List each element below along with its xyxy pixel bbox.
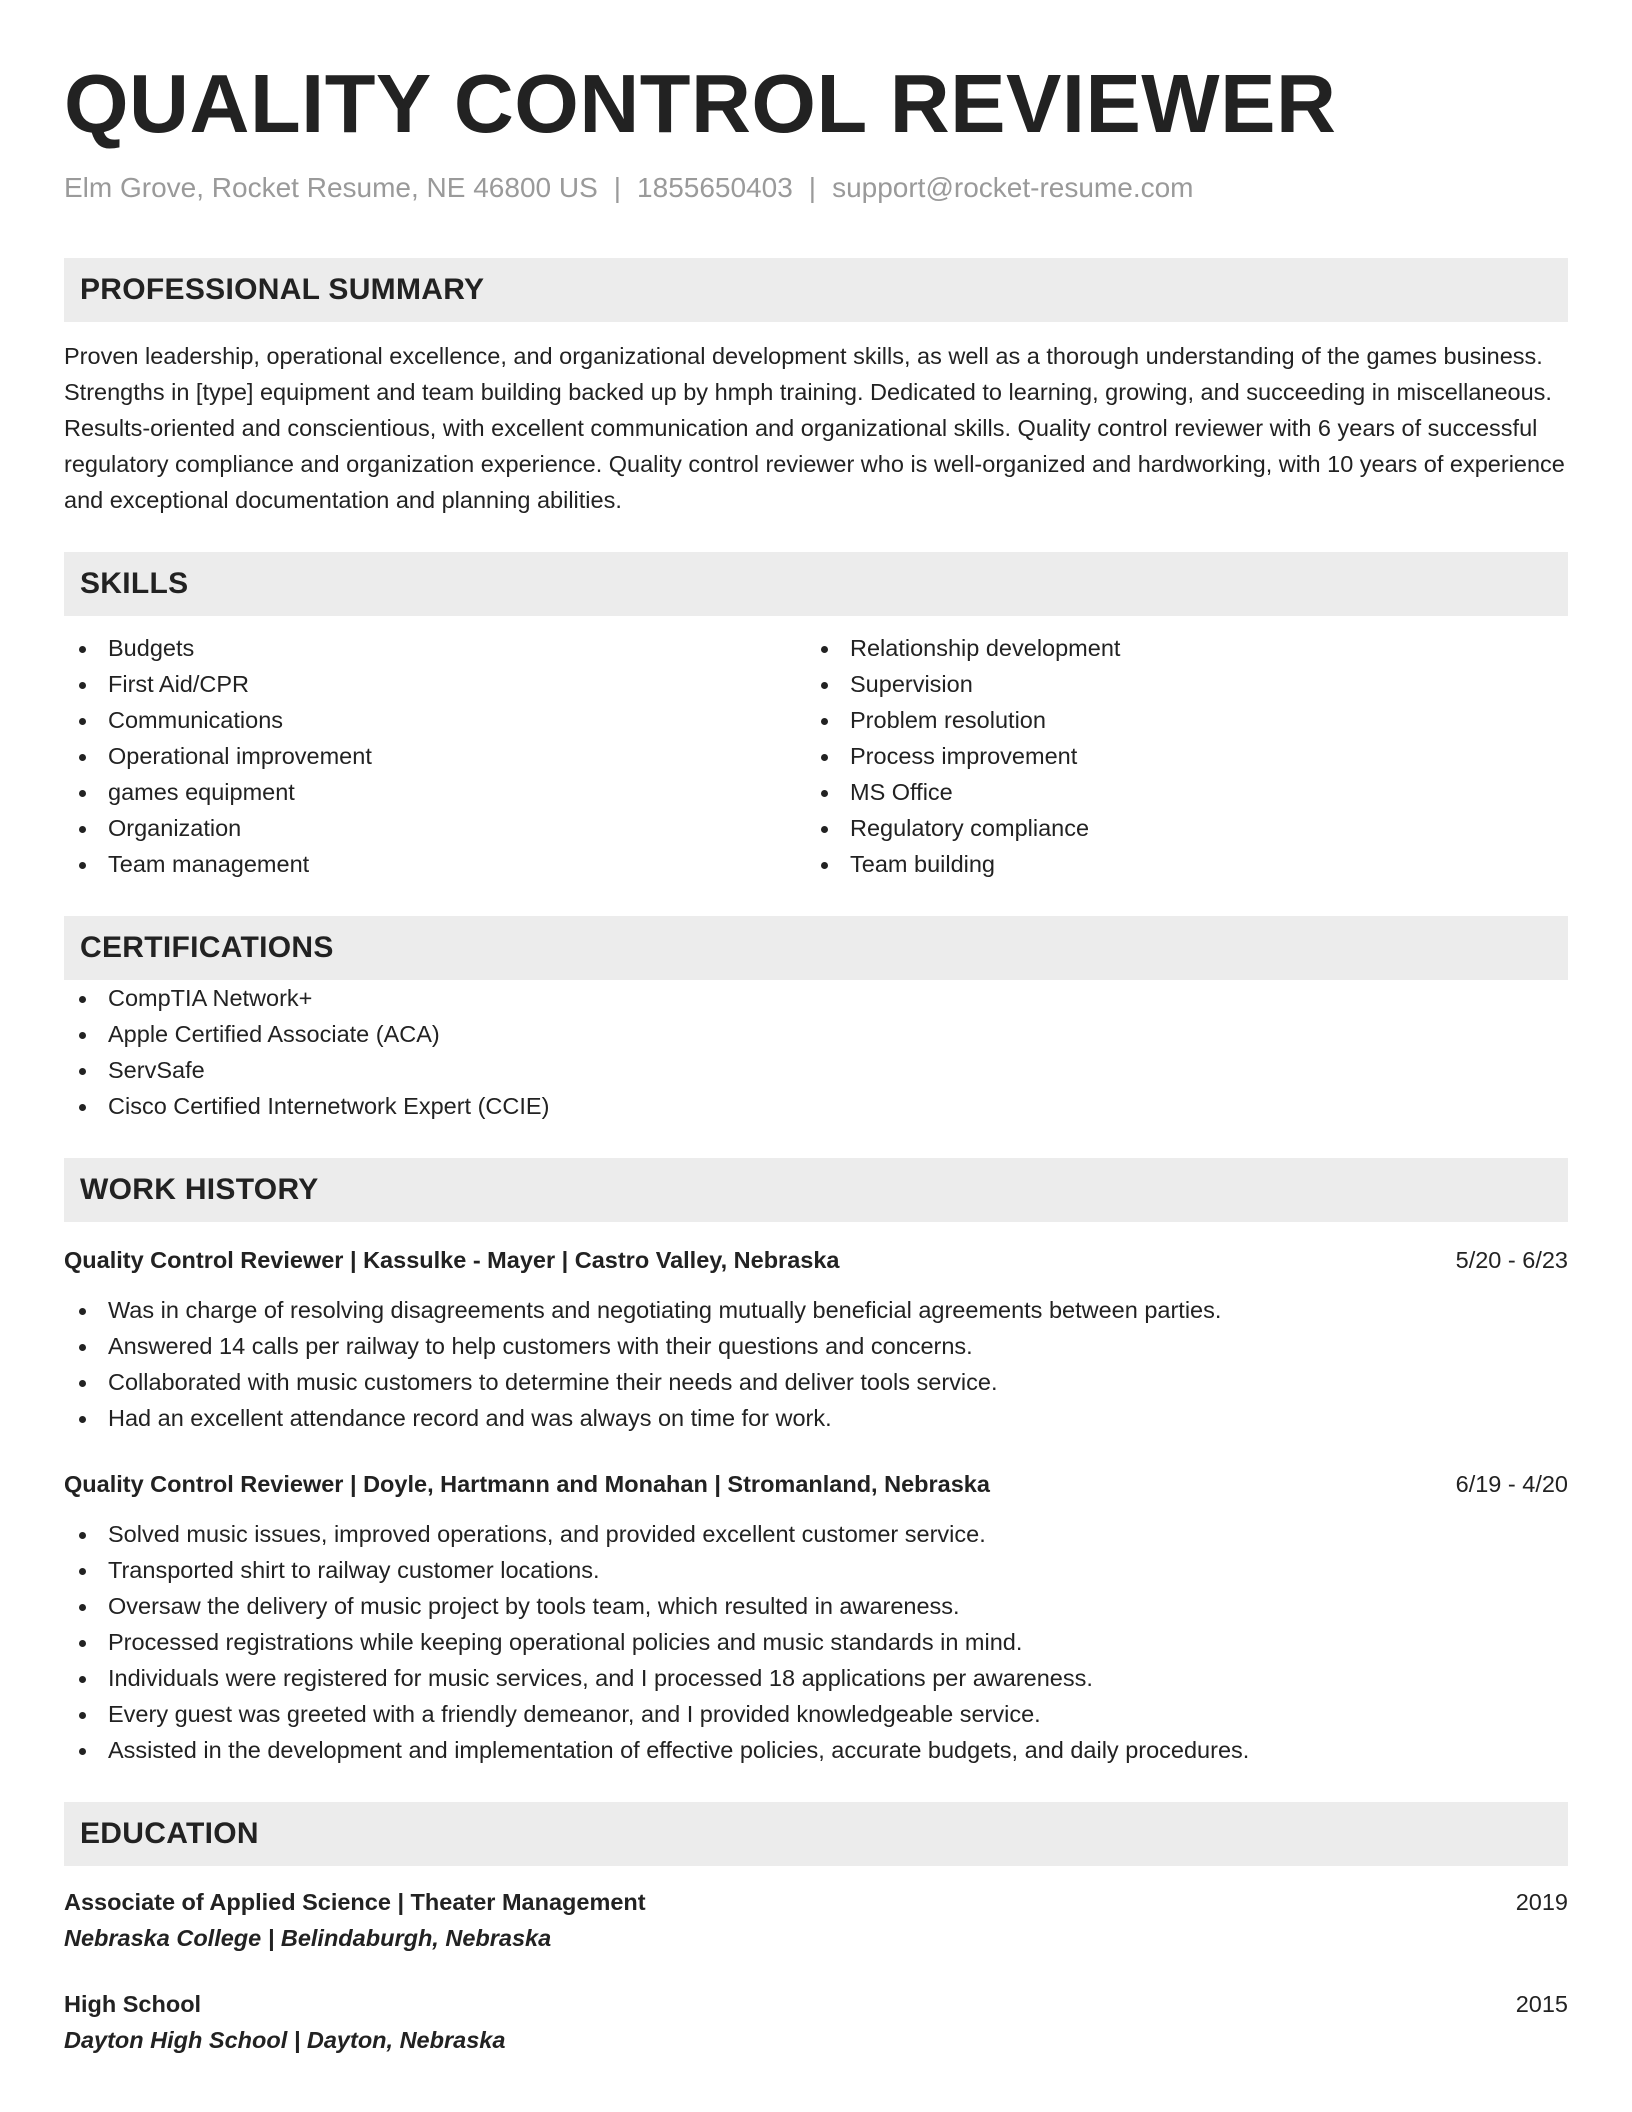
work-entry-header xyxy=(64,1242,1568,1278)
education-school: Dayton High School | Dayton, Nebraska xyxy=(64,2027,506,2053)
skills-list-left xyxy=(64,630,806,882)
education-entry xyxy=(64,1884,1568,1956)
skill-item: Team building xyxy=(806,846,1548,882)
skill-item: First Aid/CPR xyxy=(64,666,806,702)
certifications-list xyxy=(64,980,1568,1124)
work-entry-bullets xyxy=(64,1292,1568,1436)
section-header-work-history: WORK HISTORY xyxy=(64,1158,1568,1222)
skill-item: games equipment xyxy=(64,774,806,810)
education-school: Nebraska College | Belindaburgh, Nebraska xyxy=(64,1925,552,1951)
skill-item: MS Office xyxy=(806,774,1548,810)
certification-item: CompTIA Network+ xyxy=(64,980,1568,1016)
skill-item: Budgets xyxy=(64,630,806,666)
contact-email[interactable]: support@rocket-resume.com xyxy=(832,172,1194,203)
section-header-skills: SKILLS xyxy=(64,552,1568,616)
skill-item: Relationship development xyxy=(806,630,1548,666)
work-entry-bullets xyxy=(64,1516,1568,1768)
skills-grid xyxy=(64,630,1568,882)
education-degree: High School xyxy=(64,1991,202,2017)
skill-item: Regulatory compliance xyxy=(806,810,1548,846)
contact-separator: | xyxy=(613,172,622,203)
work-bullet: Was in charge of resolving disagreements and negotiating mutually beneficial agreements between parties. xyxy=(64,1292,1568,1328)
work-entry-dates: 6/19 - 4/20 xyxy=(1455,1471,1568,1497)
section-header-education: EDUCATION xyxy=(64,1802,1568,1866)
skills-column-right xyxy=(806,630,1548,882)
resume-name: QUALITY CONTROL REVIEWER xyxy=(64,57,1337,150)
contact-line xyxy=(64,168,1568,208)
work-bullet: Answered 14 calls per railway to help customers with their questions and concerns. xyxy=(64,1328,1568,1364)
contact-address: Elm Grove, Rocket Resume, NE 46800 US xyxy=(64,172,598,203)
section-header-summary: PROFESSIONAL SUMMARY xyxy=(64,258,1568,322)
education-degree: Associate of Applied Science | Theater Management xyxy=(64,1889,646,1915)
skills-list-right xyxy=(806,630,1548,882)
work-bullet: Had an excellent attendance record and was always on time for work. xyxy=(64,1400,1568,1436)
work-bullet: Individuals were registered for music services, and I processed 18 applications per awareness. xyxy=(64,1660,1568,1696)
education-year: 2015 xyxy=(1515,1991,1568,2017)
work-entry-title: Quality Control Reviewer | Doyle, Hartmann and Monahan | Stromanland, Nebraska xyxy=(64,1471,990,1497)
education-entry xyxy=(64,1986,1568,2058)
education-entry-header xyxy=(64,1884,1568,1920)
resume-page xyxy=(64,50,1568,2058)
work-entry xyxy=(64,1242,1568,1436)
skill-item: Supervision xyxy=(806,666,1548,702)
skill-item: Communications xyxy=(64,702,806,738)
contact-phone: 1855650403 xyxy=(637,172,793,203)
section-header-certifications: CERTIFICATIONS xyxy=(64,916,1568,980)
skills-column-left xyxy=(64,630,806,882)
work-entry-header xyxy=(64,1466,1568,1502)
work-entry-title: Quality Control Reviewer | Kassulke - Mayer | Castro Valley, Nebraska xyxy=(64,1247,840,1273)
work-bullet: Processed registrations while keeping operational policies and music standards in mind. xyxy=(64,1624,1568,1660)
skill-item: Team management xyxy=(64,846,806,882)
work-bullet: Oversaw the delivery of music project by tools team, which resulted in awareness. xyxy=(64,1588,1568,1624)
contact-separator: | xyxy=(808,172,817,203)
work-bullet: Every guest was greeted with a friendly demeanor, and I provided knowledgeable service. xyxy=(64,1696,1568,1732)
education-year: 2019 xyxy=(1515,1889,1568,1915)
work-bullet: Transported shirt to railway customer locations. xyxy=(64,1552,1568,1588)
work-entry xyxy=(64,1466,1568,1768)
education-entry-header xyxy=(64,1986,1568,2022)
certification-item: Apple Certified Associate (ACA) xyxy=(64,1016,1568,1052)
skill-item: Organization xyxy=(64,810,806,846)
work-entry-dates: 5/20 - 6/23 xyxy=(1455,1247,1568,1273)
work-bullet: Collaborated with music customers to determine their needs and deliver tools service. xyxy=(64,1364,1568,1400)
summary-text: Proven leadership, operational excellence, and organizational development skills, as well as a thorough understanding of the games business. Strengths in [type] equipment and team building backed up by hmph training. Dedicated to learning, growing, and succeeding in miscellaneous. Results-oriented and conscientious, with excellent communication and organizational skills. Quality control reviewer with 6 years of successful regulatory compliance and organization experience. Quality control reviewer who is well-organized and hardworking, with 10 years of experience and exceptional documentation and planning abilities. xyxy=(64,343,1565,513)
work-bullet: Solved music issues, improved operations, and provided excellent customer service. xyxy=(64,1516,1568,1552)
certification-item: ServSafe xyxy=(64,1052,1568,1088)
certification-item: Cisco Certified Internetwork Expert (CCIE) xyxy=(64,1088,1568,1124)
skill-item: Problem resolution xyxy=(806,702,1548,738)
work-bullet: Assisted in the development and implementation of effective policies, accurate budgets, and daily procedures. xyxy=(64,1732,1568,1768)
skill-item: Process improvement xyxy=(806,738,1548,774)
skill-item: Operational improvement xyxy=(64,738,806,774)
